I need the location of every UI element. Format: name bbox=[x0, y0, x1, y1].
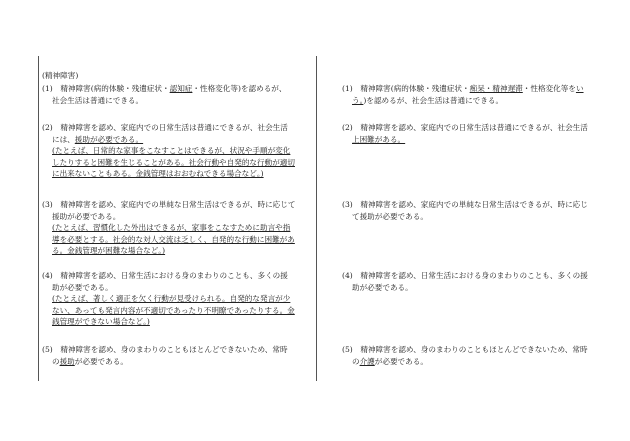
right-column bbox=[342, 83, 610, 380]
text-line: したりすると困難を生じることがある。社会行動や自発的な行動が適切 bbox=[52, 157, 295, 167]
right-item-1 bbox=[342, 83, 610, 106]
right-item-4 bbox=[342, 270, 610, 293]
text-line: には、援助が必要である。 bbox=[52, 134, 144, 144]
left-item-2 bbox=[42, 122, 314, 180]
text-line: の介護が必要である。 bbox=[352, 356, 428, 366]
left-item-4 bbox=[42, 270, 314, 328]
text-line: 導を必要とする。社会的な対人交流は乏しく、自発的な行動に困難があ bbox=[52, 234, 295, 244]
right-item-2 bbox=[342, 122, 610, 145]
text-line: ない、あっても発言内容が不適切であったり不明瞭であったりする。金 bbox=[52, 305, 295, 315]
text-line: 社会生活は普通にできる。 bbox=[52, 95, 144, 105]
left-item-3 bbox=[42, 199, 314, 257]
section-heading: (精神障害) bbox=[42, 71, 79, 80]
text-line: 助が必要である。 bbox=[52, 282, 113, 292]
text-line: (5) 精神障害を認め、身のまわりのこともほとんどできないため、常時 bbox=[42, 345, 288, 354]
text-line: る。金銭管理が困難な場合など。) bbox=[52, 246, 166, 256]
center-divider-line bbox=[316, 56, 317, 381]
left-item-1 bbox=[42, 83, 314, 106]
text-line: の援助が必要である。 bbox=[52, 356, 128, 366]
text-line: (3) 精神障害を認め、家庭内での単純な日常生活はできるが、時に応じて bbox=[42, 200, 296, 209]
text-line: (4) 精神障害を認め、日常生活における身のまわりのことも、多くの援 bbox=[42, 271, 288, 280]
text-line: (2) 精神障害を認め、家庭内での日常生活は普通にできるが、社会生活 bbox=[42, 123, 288, 132]
left-border-line bbox=[38, 56, 39, 381]
text-line: (たとえば、日常的な家事をこなすことはできるが、状況や手順が変化 bbox=[52, 146, 291, 156]
text-line: (2) 精神障害を認め、家庭内での日常生活は普通にできるが、社会生活 bbox=[342, 123, 588, 132]
text-line: 上困難がある。 bbox=[352, 134, 406, 144]
text-line: 援助が必要である。 bbox=[52, 211, 121, 221]
text-line: (たとえば、著しく適正を欠く行動が見受けられる。自発的な発言が少 bbox=[52, 294, 291, 304]
text-line: (1) 精神障害(病的体験・残遺症状・認知症・性格変化等)を認めるが、 bbox=[42, 84, 287, 93]
text-line: (1) 精神障害(病的体験・残遺症状・痴呆・精神遅滞・性格変化等をい bbox=[342, 84, 584, 93]
left-item-5 bbox=[42, 344, 314, 367]
text-line: に出来ないこともある。金銭管理はおおむねできる場合など。) bbox=[52, 169, 264, 179]
right-item-5 bbox=[342, 344, 610, 367]
text-line: (3) 精神障害を認め、家庭内での単純な日常生活はできるが、時に応じ bbox=[342, 200, 588, 209]
text-line: (たとえば、習慣化した外出はできるが、家事をこなすために助言や指 bbox=[52, 223, 291, 233]
text-line: 銭管理ができない場合など。) bbox=[52, 317, 150, 327]
text-line: て援助が必要である。 bbox=[352, 211, 428, 221]
text-line: う。)を認めるが、社会生活は普通にできる。 bbox=[352, 95, 504, 105]
text-line: (5) 精神障害を認め、身のまわりのこともほとんどできないため、常時 bbox=[342, 345, 588, 354]
text-line: 助が必要である。 bbox=[352, 282, 413, 292]
text-line: (4) 精神障害を認め、日常生活における身のまわりのことも、多くの援 bbox=[342, 271, 588, 280]
left-column bbox=[42, 70, 314, 380]
right-item-3 bbox=[342, 199, 610, 222]
